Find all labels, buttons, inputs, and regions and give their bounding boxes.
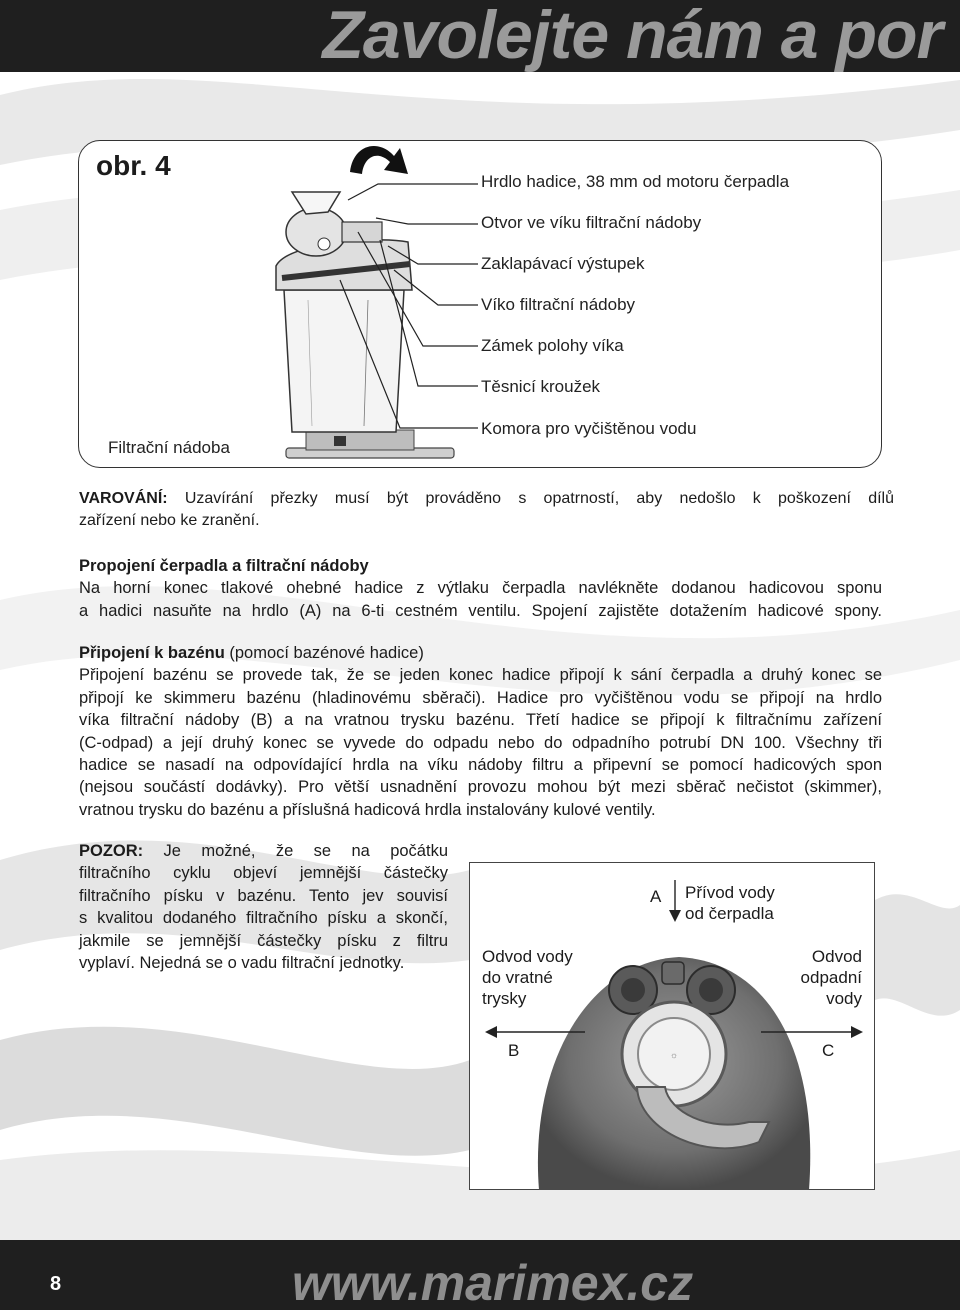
part-label-snap-tab: Zaklapávací výstupek — [481, 254, 645, 273]
pool-connection-line: (C-odpad) a její druhý konec se vyvede do odpadu nebo do odpadního potrubí DN 100. Všechny tři — [79, 733, 882, 752]
header-band — [0, 0, 960, 72]
pool-connection-line: hadice se nasadí na odpovídající hrdla na víku nádoby filtru a připevní se pomocí hadicových spon — [79, 756, 882, 775]
waste-arrow-icon — [851, 1026, 863, 1038]
figure-4-label: obr. 4 — [96, 150, 171, 181]
svg-text:☼: ☼ — [669, 1050, 679, 1060]
pump-connection-line: a hadici nasuňte na hrdlo (A) na 6-ti cestném ventilu. Spojení zajistěte dotažením hadicové spony. — [79, 601, 882, 620]
caution-line: filtračního cyklu objeví jemnější částečky — [79, 864, 448, 883]
valve-label-inlet: Přívod vody od čerpadla — [685, 883, 775, 923]
pool-connection-line: víka filtrační nádoby (B) a na vratnou trysku bazénu. Třetí hadice se připojí k filtračnímu zařízení — [79, 711, 882, 730]
pool-connection-heading-suffix: (pomocí bazénové hadice) — [224, 644, 424, 662]
warning-text-line-1: Uzavírání přezky musí být prováděno s opatrností, aby nedošlo k poškození dílů — [184, 490, 894, 507]
page-number: 8 — [50, 1273, 62, 1295]
part-label-lid-lock: Zámek polohy víka — [481, 336, 624, 355]
caution-last-line: vyplaví. Nejedná se o vadu filtrační jednotky. — [79, 954, 405, 973]
warning-text-line-2: zařízení nebo ke zranění. — [79, 512, 260, 530]
valve-label-return: Odvod vody do vratné trysky — [482, 947, 573, 1008]
caution-line: filtračního písku v bazénu. Tento jev souvisí — [79, 886, 448, 905]
warning-heading: VAROVÁNÍ: — [79, 490, 168, 507]
inlet-arrow-icon — [669, 910, 681, 922]
rotate-arrow-icon — [350, 146, 408, 174]
pump-connection-heading: Propojení čerpadla a filtrační nádoby — [79, 557, 369, 575]
valve-label-waste: Odvod odpadní vody — [800, 947, 862, 1008]
pool-connection-heading: Připojení k bazénu — [79, 644, 225, 662]
part-label-lid-opening: Otvor ve víku filtrační nádoby — [481, 213, 702, 232]
warning-paragraph — [79, 488, 894, 533]
pool-connection-line: vratnou trysku do bazénu a příslušná hadicová hrdla instalovány kulové ventily. — [79, 800, 656, 819]
pool-connection-line: Připojení bazénu se provede tak, že se jeden konec hadice připojí k sání čerpadla a druhý konec se — [79, 666, 882, 685]
valve-label-c: C — [822, 1041, 835, 1060]
part-label-seal-ring: Těsnicí kroužek — [481, 377, 601, 396]
part-label-hose-neck: Hrdlo hadice, 38 mm od motoru čerpadla — [481, 172, 790, 191]
header-title: Zavolejte nám a por — [322, 0, 942, 72]
footer-url: www.marimex.cz — [292, 1255, 694, 1310]
pump-connection-line: Na horní konec tlakové ohebné hadice z výtlaku čerpadla navlékněte dodanou hadicovou sponu — [79, 579, 882, 598]
multiport-valve-photo — [469, 862, 875, 1190]
pool-connection-line: připojí ke skimmeru bazénu (hladinovému sběrači). Hadice pro vyčištěnou vodu se připojí na hrdlo — [79, 688, 882, 707]
pump-connection-section — [79, 555, 882, 622]
pool-connection-section — [79, 642, 882, 821]
return-arrow-icon — [485, 1026, 497, 1038]
part-label-lid: Víko filtrační nádoby — [481, 295, 636, 314]
footer-band — [0, 1240, 960, 1310]
pool-connection-line: (nejsou součástí dodávky). Pro větší usnadnění provozu mohou být mezi sběrač nečistot (skimmer), — [79, 778, 882, 797]
caution-first-line: Je možné, že se na počátku — [143, 842, 448, 860]
tank-label: Filtrační nádoba — [108, 438, 230, 457]
valve-label-a: A — [650, 887, 662, 906]
caution-line: s kvalitou dodaného filtračního písku a skončí, — [79, 909, 448, 928]
caution-section — [79, 840, 448, 974]
caution-line: jakmile se jemnější částečky písku z filtru — [79, 931, 448, 950]
caution-heading: POZOR: — [79, 842, 144, 860]
part-label-clean-water-chamber: Komora pro vyčištěnou vodu — [481, 419, 697, 438]
valve-label-b: B — [508, 1041, 520, 1060]
